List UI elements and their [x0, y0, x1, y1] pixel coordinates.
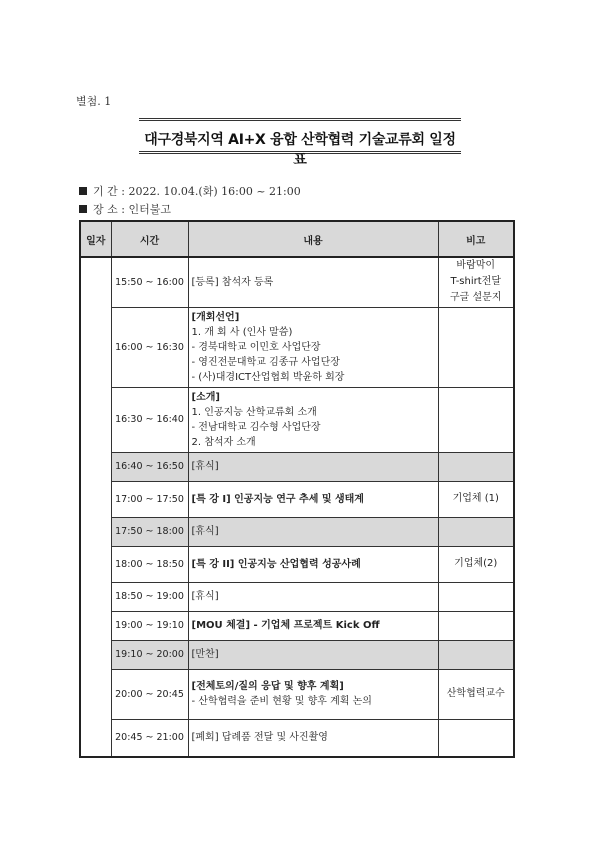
note-line: 구글 설문지: [450, 292, 502, 304]
table-row: [80, 611, 514, 640]
note-cell: [438, 669, 514, 719]
note-cell: [438, 611, 514, 640]
content-cell: [188, 719, 438, 757]
period-label: 기 간 :: [93, 185, 125, 198]
content-line: [특 강 I] 인공지능 연구 추세 및 생태계: [191, 493, 364, 505]
content-line: [MOU 체결] - 기업체 프로젝트 Kick Off: [191, 620, 380, 631]
table-row: [80, 452, 514, 481]
time-cell: 16:00 ~ 16:30: [111, 307, 188, 387]
header-time: 시간: [111, 221, 188, 257]
time-cell: 18:50 ~ 19:00: [111, 582, 188, 611]
table-row: [80, 257, 514, 307]
table-row: [80, 582, 514, 611]
content-cell: [188, 546, 438, 582]
title-box: [139, 118, 461, 168]
content-cell: [188, 669, 438, 719]
place-label: 장 소 :: [93, 203, 125, 216]
time-cell: 20:00 ~ 20:45: [111, 669, 188, 719]
content-cell: [188, 307, 438, 387]
content-line: - 영진전문대학교 김종규 사업단장: [191, 356, 340, 368]
table-row: [80, 669, 514, 719]
table-header-row: [80, 221, 514, 257]
table-row: [80, 517, 514, 546]
note-cell: [438, 582, 514, 611]
note-cell: [438, 719, 514, 757]
note-cell: [438, 257, 514, 307]
table-row: [80, 307, 514, 387]
content-line: - 산학협력을 준비 현황 및 향후 계획 논의: [191, 696, 372, 707]
time-cell: 17:00 ~ 17:50: [111, 481, 188, 517]
note-cell: [438, 387, 514, 452]
note-line: 기업체(2): [454, 558, 498, 569]
table-row: [80, 481, 514, 517]
table-row: [80, 640, 514, 669]
note-line: 기업체 (1): [452, 493, 499, 504]
document-title: 대구경북지역 AI+X 융합 산학협력 기술교류회 일정표: [144, 132, 456, 168]
content-cell: [188, 257, 438, 307]
content-line: [개회선언]: [191, 311, 240, 323]
time-cell: 15:50 ~ 16:00: [111, 257, 188, 307]
content-cell: [188, 387, 438, 452]
content-line: [휴식]: [191, 526, 219, 537]
content-line: [특 강 II] 인공지능 산업협력 성공사례: [191, 558, 361, 570]
content-line: [폐회] 답례품 전달 및 사진촬영: [191, 732, 328, 744]
note-line: T-shirt전달: [450, 276, 501, 288]
period-value: 2022. 10.04.(화) 16:00 ~ 21:00: [128, 185, 301, 198]
square-bullet-icon: [79, 187, 87, 195]
time-cell: 19:00 ~ 19:10: [111, 611, 188, 640]
content-cell: [188, 517, 438, 546]
content-line: - 경북대학교 이민호 사업단장: [191, 341, 321, 353]
content-line: [휴식]: [191, 591, 219, 602]
content-cell: [188, 481, 438, 517]
content-line: 2. 참석자 소개: [191, 436, 256, 448]
time-cell: 16:30 ~ 16:40: [111, 387, 188, 452]
table-row: [80, 387, 514, 452]
content-line: [소개]: [191, 391, 220, 403]
place-value: 인터불고: [128, 203, 171, 216]
note-cell: [438, 640, 514, 669]
time-cell: 17:50 ~ 18:00: [111, 517, 188, 546]
schedule-table: [79, 220, 515, 758]
place-line: [79, 201, 171, 217]
content-cell: [188, 582, 438, 611]
time-cell: 18:00 ~ 18:50: [111, 546, 188, 582]
content-line: [휴식]: [191, 461, 219, 472]
header-date: 일자: [80, 221, 111, 257]
note-cell: [438, 452, 514, 481]
table-row: [80, 719, 514, 757]
period-line: [79, 183, 301, 199]
content-line: - (사)대경ICT산업협회 박윤하 회장: [191, 371, 345, 383]
content-cell: [188, 611, 438, 640]
content-line: 1. 개 회 사 (인사 말씀): [191, 326, 293, 338]
note-cell: [438, 307, 514, 387]
note-cell: [438, 481, 514, 517]
content-cell: [188, 452, 438, 481]
content-line: 1. 인공지능 산학교류회 소개: [191, 406, 317, 418]
content-cell: [188, 640, 438, 669]
time-cell: 16:40 ~ 16:50: [111, 452, 188, 481]
time-cell: 19:10 ~ 20:00: [111, 640, 188, 669]
square-bullet-icon: [79, 205, 87, 213]
header-content: 내용: [188, 221, 438, 257]
table-row: [80, 546, 514, 582]
header-note: 비고: [438, 221, 514, 257]
note-cell: [438, 517, 514, 546]
note-line: 산학협력교수: [446, 688, 505, 699]
attachment-label: 별첨. 1: [76, 95, 112, 108]
content-line: - 전남대학교 김수형 사업단장: [191, 421, 321, 433]
content-line: [전체토의/질의 응답 및 향후 계획]: [191, 681, 344, 692]
content-line: [등록] 참석자 등록: [191, 276, 274, 288]
content-line: [만찬]: [191, 649, 219, 660]
note-cell: [438, 546, 514, 582]
date-cell: [80, 257, 111, 757]
time-cell: 20:45 ~ 21:00: [111, 719, 188, 757]
note-line: 바람막이: [456, 260, 496, 272]
